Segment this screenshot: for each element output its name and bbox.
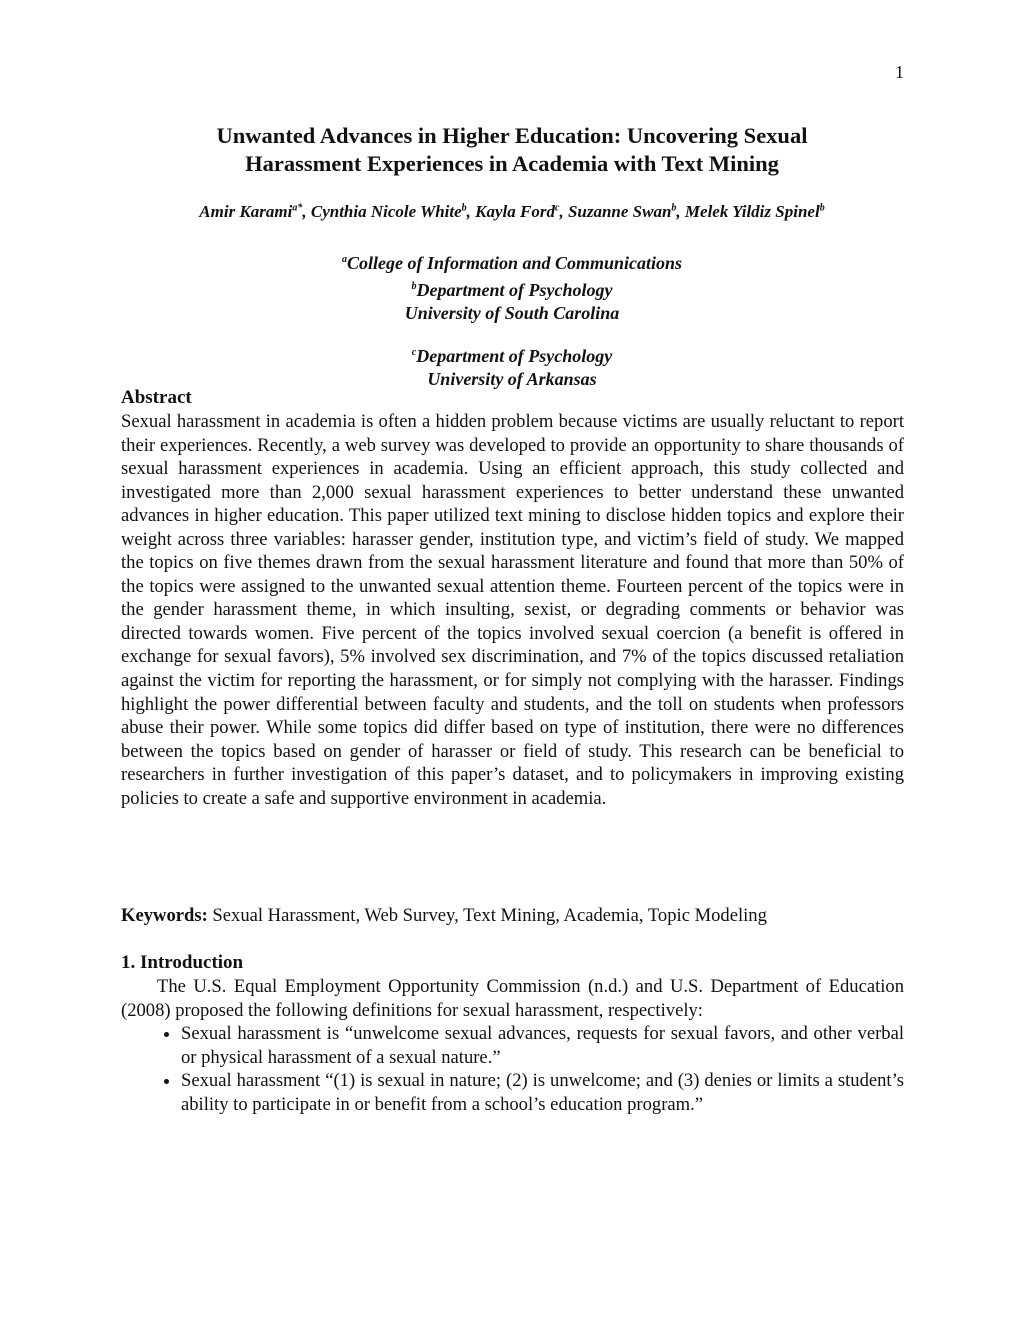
page-number: 1 bbox=[895, 62, 904, 82]
author: Kayla Ford$^c$ bbox=[475, 202, 560, 221]
intro-paragraph: The U.S. Equal Employment Opportunity Commission (n.d.) and U.S. Department of Education (2008) proposed the following definitions for sexual harassment, respectively: bbox=[121, 976, 904, 1021]
abstract-heading: Abstract bbox=[121, 387, 192, 408]
author: Cynthia Nicole White$^b$ bbox=[310, 202, 467, 221]
keywords-text: Sexual Harassment, Web Survey, Text Mining, Academia, Topic Modeling bbox=[212, 905, 767, 926]
abstract-text: Sexual harassment in academia is often a hidden problem because victims are usually reluctant to report their experiences. Recently, a web survey was developed to provide an opportunity to share thousands of sexual harassment experiences in academia. Using an efficient approach, this study collected and investigated more than 2,000 sexual harassment experiences to better understand these unwanted advances in higher education. This paper utilized text mining to disclose hidden topics and explore their weight across three variables: harasser gender, institution type, and victim’s field of study. We mapped the topics on five themes drawn from the sexual harassment literature and found that more than 50% of the topics were assigned to the unwanted sexual attention theme. Fourteen percent of the topics were in the gender harassment theme, in which insulting, sexist, or degrading comments or behavior was directed towards women. Five percent of the topics involved sexual coercion (a benefit is offered in exchange for sexual favors), 5% involved sex discrimination, and 7% of the topics discussed retaliation against the victim for reporting the harassment, or for simply not complying with the harasser. Findings highlight the power differential between faculty and students, and the toll on students when professors abuse their power. While some topics did differ based on type of institution, there were no differences between the topics based on gender of harasser or field of study. This research can be beneficial to researchers in further investigation of this paper’s dataset, and to policymakers in improving existing policies to create a safe and supportive environment in academia. bbox=[121, 411, 904, 809]
keywords bbox=[121, 904, 904, 928]
definition-list bbox=[121, 1022, 904, 1116]
list-item: • Sexual harassment is “unwelcome sexual advances, requests for sexual favors, and other verbal or physical harassment of a sexual nature.” bbox=[181, 1022, 904, 1069]
affiliation: $^a$College of Information and Communications bbox=[341, 253, 683, 273]
paper-title bbox=[0, 122, 1024, 178]
affiliation: $^c$Department of Psychology bbox=[411, 346, 613, 366]
affiliation: $^b$Department of Psychology bbox=[411, 280, 613, 300]
author: Suzanne Swan$^b$ bbox=[567, 202, 677, 221]
university: University of South Carolina bbox=[404, 303, 620, 323]
list-item: • Sexual harassment “(1) is sexual in nature; (2) is unwelcome; and (3) denies or limits a student’s ability to participate in or benefit from a school’s education program.” bbox=[181, 1069, 904, 1116]
title-line: Unwanted Advances in Higher Education: Uncovering Sexual bbox=[216, 123, 808, 148]
affiliations-usc bbox=[0, 248, 1024, 325]
university: University of Arkansas bbox=[427, 369, 597, 389]
author: Amir Karami$^{a*}$ bbox=[199, 202, 303, 221]
author-list: Amir Karami$^{a*}$, Cynthia Nicole White$^b$, Kayla Ford$^c$, Suzanne Swan$^b$, Melek Yildiz Spinel$^b$ bbox=[199, 202, 825, 221]
affiliations-arkansas bbox=[0, 341, 1024, 391]
intro-heading: 1. Introduction bbox=[121, 952, 244, 973]
keywords-label: Keywords: bbox=[121, 905, 208, 926]
author: Melek Yildiz Spinel$^b$ bbox=[684, 202, 825, 221]
title-line: Harassment Experiences in Academia with Text Mining bbox=[245, 151, 779, 176]
